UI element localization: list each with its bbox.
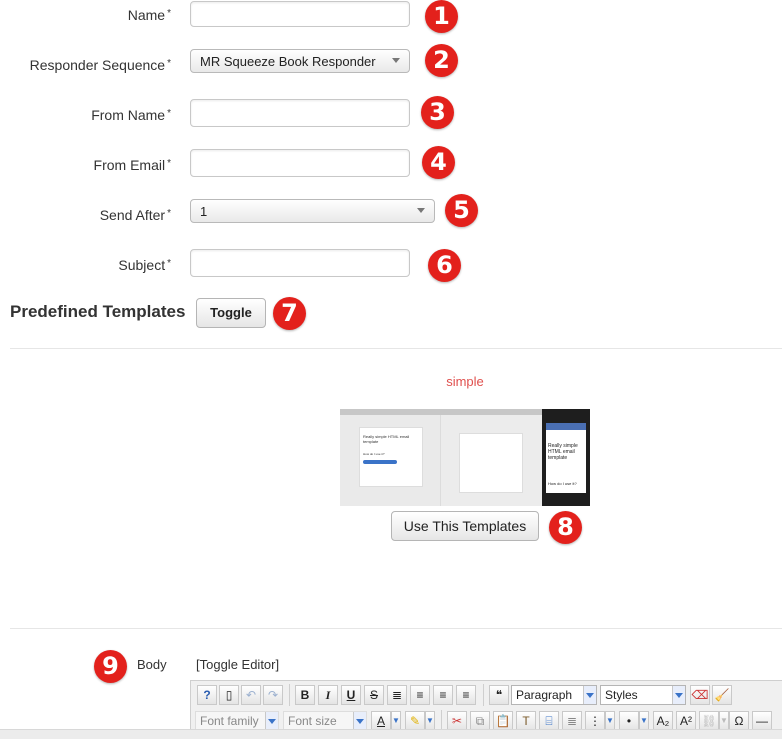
font-size-value: Font size: [288, 714, 337, 728]
link-icon[interactable]: ⛓: [699, 711, 719, 731]
preview-email-button: [363, 460, 397, 464]
paste-icon[interactable]: 📋: [493, 711, 513, 731]
toggle-editor-link[interactable]: [Toggle Editor]: [196, 657, 280, 672]
format-select[interactable]: [511, 685, 597, 705]
body-label: Body: [137, 657, 167, 672]
name-label: Name *: [127, 7, 171, 23]
preview-phone-screen: [546, 423, 586, 493]
badge-8: 8: [549, 511, 582, 544]
find-icon[interactable]: ⌸: [539, 711, 559, 731]
blockquote-button[interactable]: ❝: [489, 685, 509, 705]
highlight-dropdown-icon[interactable]: ▼: [425, 711, 435, 731]
template-preview[interactable]: [340, 409, 590, 506]
preview-phone-header: [546, 423, 586, 430]
responder-select[interactable]: [190, 49, 410, 73]
subject-label: Subject *: [118, 257, 171, 273]
name-input[interactable]: [190, 1, 410, 27]
chevron-down-icon: [265, 712, 278, 730]
send-after-select[interactable]: [190, 199, 435, 223]
preview-email-card: [359, 427, 423, 487]
badge-3: 3: [421, 96, 454, 129]
subject-input[interactable]: [190, 249, 410, 277]
badge-7: 7: [273, 297, 306, 330]
toggle-templates-button[interactable]: Toggle: [196, 298, 266, 328]
font-family-value: Font family: [200, 714, 259, 728]
preview-phone-title: Really simple HTML email template: [548, 443, 578, 461]
eraser-icon[interactable]: ⌫: [690, 685, 710, 705]
responder-label: Responder Sequence *: [29, 57, 171, 73]
preview-email-subtitle: How do I use it?: [363, 452, 385, 456]
from-name-label: From Name *: [91, 107, 171, 123]
chevron-down-icon: [583, 686, 596, 704]
from-email-input[interactable]: [190, 149, 410, 177]
replace-icon[interactable]: ≣: [562, 711, 582, 731]
broom-icon[interactable]: 🧹: [712, 685, 732, 705]
styles-select[interactable]: [600, 685, 686, 705]
toolbar-separator: [483, 684, 484, 706]
special-character-button[interactable]: Ω: [729, 711, 749, 731]
preview-desktop-left: [340, 415, 440, 506]
bullet-list-icon[interactable]: •: [619, 711, 639, 731]
from-email-label: From Email *: [93, 157, 171, 173]
underline-button[interactable]: U: [341, 685, 361, 705]
toolbar-separator: [289, 684, 290, 706]
badge-4: 4: [422, 146, 455, 179]
horizontal-rule-icon[interactable]: —: [752, 711, 772, 731]
align-right-icon[interactable]: ≡: [456, 685, 476, 705]
new-document-icon[interactable]: ▯: [219, 685, 239, 705]
highlight-color-icon[interactable]: ✎: [405, 711, 425, 731]
divider: [10, 348, 782, 349]
cut-icon[interactable]: ✂: [447, 711, 467, 731]
badge-5: 5: [445, 194, 478, 227]
redo-icon[interactable]: ↷: [263, 685, 283, 705]
subscript-icon[interactable]: A₂: [653, 711, 673, 731]
chevron-down-icon: [417, 208, 425, 213]
preview-email-card-2: [459, 433, 523, 493]
link-dropdown-icon[interactable]: ▼: [719, 711, 729, 731]
superscript-icon[interactable]: A²: [676, 711, 696, 731]
format-value: Paragraph: [516, 688, 573, 702]
font-family-select[interactable]: [195, 711, 279, 731]
align-center-icon[interactable]: ≡: [410, 685, 430, 705]
styles-value: Styles: [605, 688, 638, 702]
bullet-list-dropdown-icon[interactable]: ▼: [639, 711, 649, 731]
template-name: simple: [446, 374, 484, 389]
chevron-down-icon: [353, 712, 366, 730]
from-name-input[interactable]: [190, 99, 410, 127]
use-this-templates-button[interactable]: Use This Templates: [391, 511, 539, 541]
preview-phone-subtitle: How do I use it?: [548, 481, 577, 486]
predefined-templates-heading: Predefined Templates: [10, 302, 186, 321]
badge-1: 1: [425, 0, 458, 33]
undo-icon[interactable]: ↶: [241, 685, 261, 705]
align-left-icon[interactable]: ≡: [433, 685, 453, 705]
responder-value: MR Squeeze Book Responder: [200, 54, 376, 69]
text-color-icon[interactable]: A: [371, 711, 391, 731]
badge-9: 9: [94, 650, 127, 683]
chevron-down-icon: [392, 58, 400, 63]
numbered-list-dropdown-icon[interactable]: ▼: [605, 711, 615, 731]
chevron-down-icon: [672, 686, 685, 704]
preview-desktop-right: [441, 415, 542, 506]
strikethrough-button[interactable]: S: [364, 685, 384, 705]
preview-phone: [542, 409, 590, 506]
font-size-select[interactable]: [283, 711, 367, 731]
numbered-list-icon[interactable]: ⋮: [585, 711, 605, 731]
divider: [10, 628, 782, 629]
help-icon[interactable]: ?: [197, 685, 217, 705]
italic-button[interactable]: I: [318, 685, 338, 705]
copy-icon[interactable]: ⧉: [470, 711, 490, 731]
badge-2: 2: [425, 44, 458, 77]
send-after-value: 1: [200, 204, 208, 219]
badge-6: 6: [428, 249, 461, 282]
paste-text-icon[interactable]: T: [516, 711, 536, 731]
text-color-dropdown-icon[interactable]: ▼: [391, 711, 401, 731]
bold-button[interactable]: B: [295, 685, 315, 705]
editor-toolbar: [190, 680, 782, 736]
send-after-label: Send After *: [99, 207, 171, 223]
align-justify-icon[interactable]: ≣: [387, 685, 407, 705]
preview-email-title: Really simple HTML email template: [363, 434, 410, 444]
